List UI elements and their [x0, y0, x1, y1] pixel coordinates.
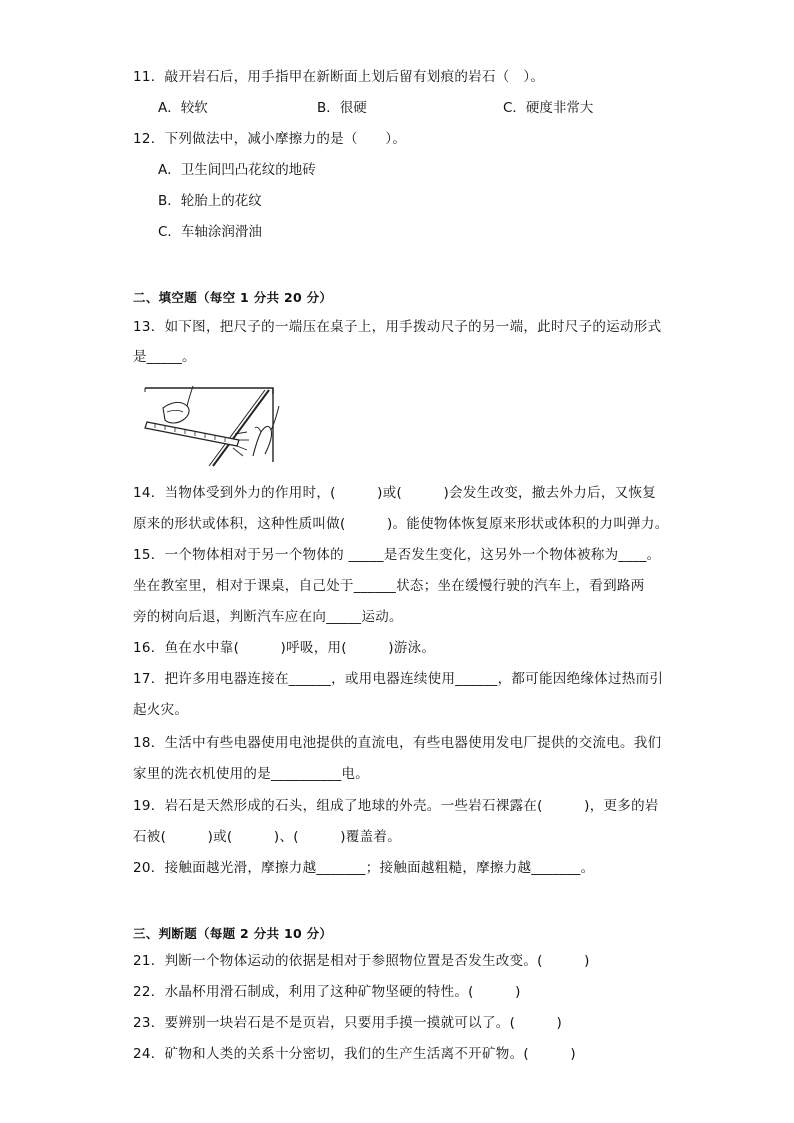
- ruler-on-table-figure: [143, 382, 283, 468]
- question-11-stem: 11．敲开岩石后，用手指甲在新断面上划后留有划痕的岩石（ ）。: [133, 69, 545, 85]
- section-3-heading: 三、判断题（每题 2 分共 10 分）: [133, 926, 333, 941]
- question-16-line-1: 16．鱼在水中靠( )呼吸，用( )游泳。: [133, 640, 436, 656]
- question-24-line-1: 24．矿物和人类的关系十分密切，我们的生产生活离不开矿物。( ): [133, 1046, 576, 1062]
- question-12-stem: 12．下列做法中，减小摩擦力的是（ ）。: [133, 131, 407, 147]
- question-11-option-c: C．硬度非常大: [503, 100, 594, 116]
- question-11-option-b: B．很硬: [317, 100, 367, 116]
- question-19-line-2: 石被( )或( )、( )覆盖着。: [133, 829, 402, 845]
- question-17-line-2: 起火灾。: [133, 702, 189, 718]
- question-17-line-1: 17．把许多用电器连接在______，或用电器连续使用______，都可能因绝缘体过热而引: [133, 671, 664, 687]
- question-20-line-1: 20．接触面越光滑，摩擦力越_______；接触面越粗糙，摩擦力越_______。: [133, 860, 595, 876]
- question-12-option-a: A．卫生间凹凸花纹的地砖: [158, 162, 316, 178]
- question-18-line-1: 18．生活中有些电器使用电池提供的直流电，有些电器使用发电厂提供的交流电。我们: [133, 735, 662, 751]
- question-13-line-2: 是_____。: [133, 349, 196, 365]
- question-18-line-2: 家里的洗衣机使用的是__________电。: [133, 766, 370, 782]
- section-2-heading: 二、填空题（每空 1 分共 20 分）: [133, 290, 333, 305]
- question-22-line-1: 22．水晶杯用滑石制成，利用了这种矿物坚硬的特性。( ): [133, 984, 521, 1000]
- question-11-option-a: A．较软: [158, 100, 208, 116]
- question-15-line-2: 坐在教室里，相对于课桌，自己处于______状态；坐在缓慢行驶的汽车上，看到路两: [133, 578, 645, 594]
- question-14-line-1: 14．当物体受到外力的作用时，( )或( )会发生改变，撤去外力后，又恢复: [133, 485, 657, 501]
- question-14-line-2: 原来的形状或体积，这种性质叫做( )。能使物体恢复原来形状或体积的力叫弹力。: [133, 516, 669, 532]
- question-21-line-1: 21．判断一个物体运动的依据是相对于参照物位置是否发生改变。( ): [133, 953, 590, 969]
- question-15-line-1: 15．一个物体相对于另一个物体的 _____是否发生变化，这另外一个物体被称为____。: [133, 547, 661, 563]
- question-12-option-b: B．轮胎上的花纹: [158, 193, 262, 209]
- question-23-line-1: 23．要辨别一块岩石是不是页岩，只要用手摸一摸就可以了。( ): [133, 1015, 563, 1031]
- question-19-line-1: 19．岩石是天然形成的石头，组成了地球的外壳。一些岩石裸露在( )，更多的岩: [133, 798, 659, 814]
- question-13-line-1: 13．如下图，把尺子的一端压在桌子上，用手拨动尺子的另一端，此时尺子的运动形式: [133, 319, 662, 335]
- question-15-line-3: 旁的树向后退，判断汽车应在向_____运动。: [133, 609, 403, 625]
- question-12-option-c: C．车轴涂润滑油: [158, 224, 262, 240]
